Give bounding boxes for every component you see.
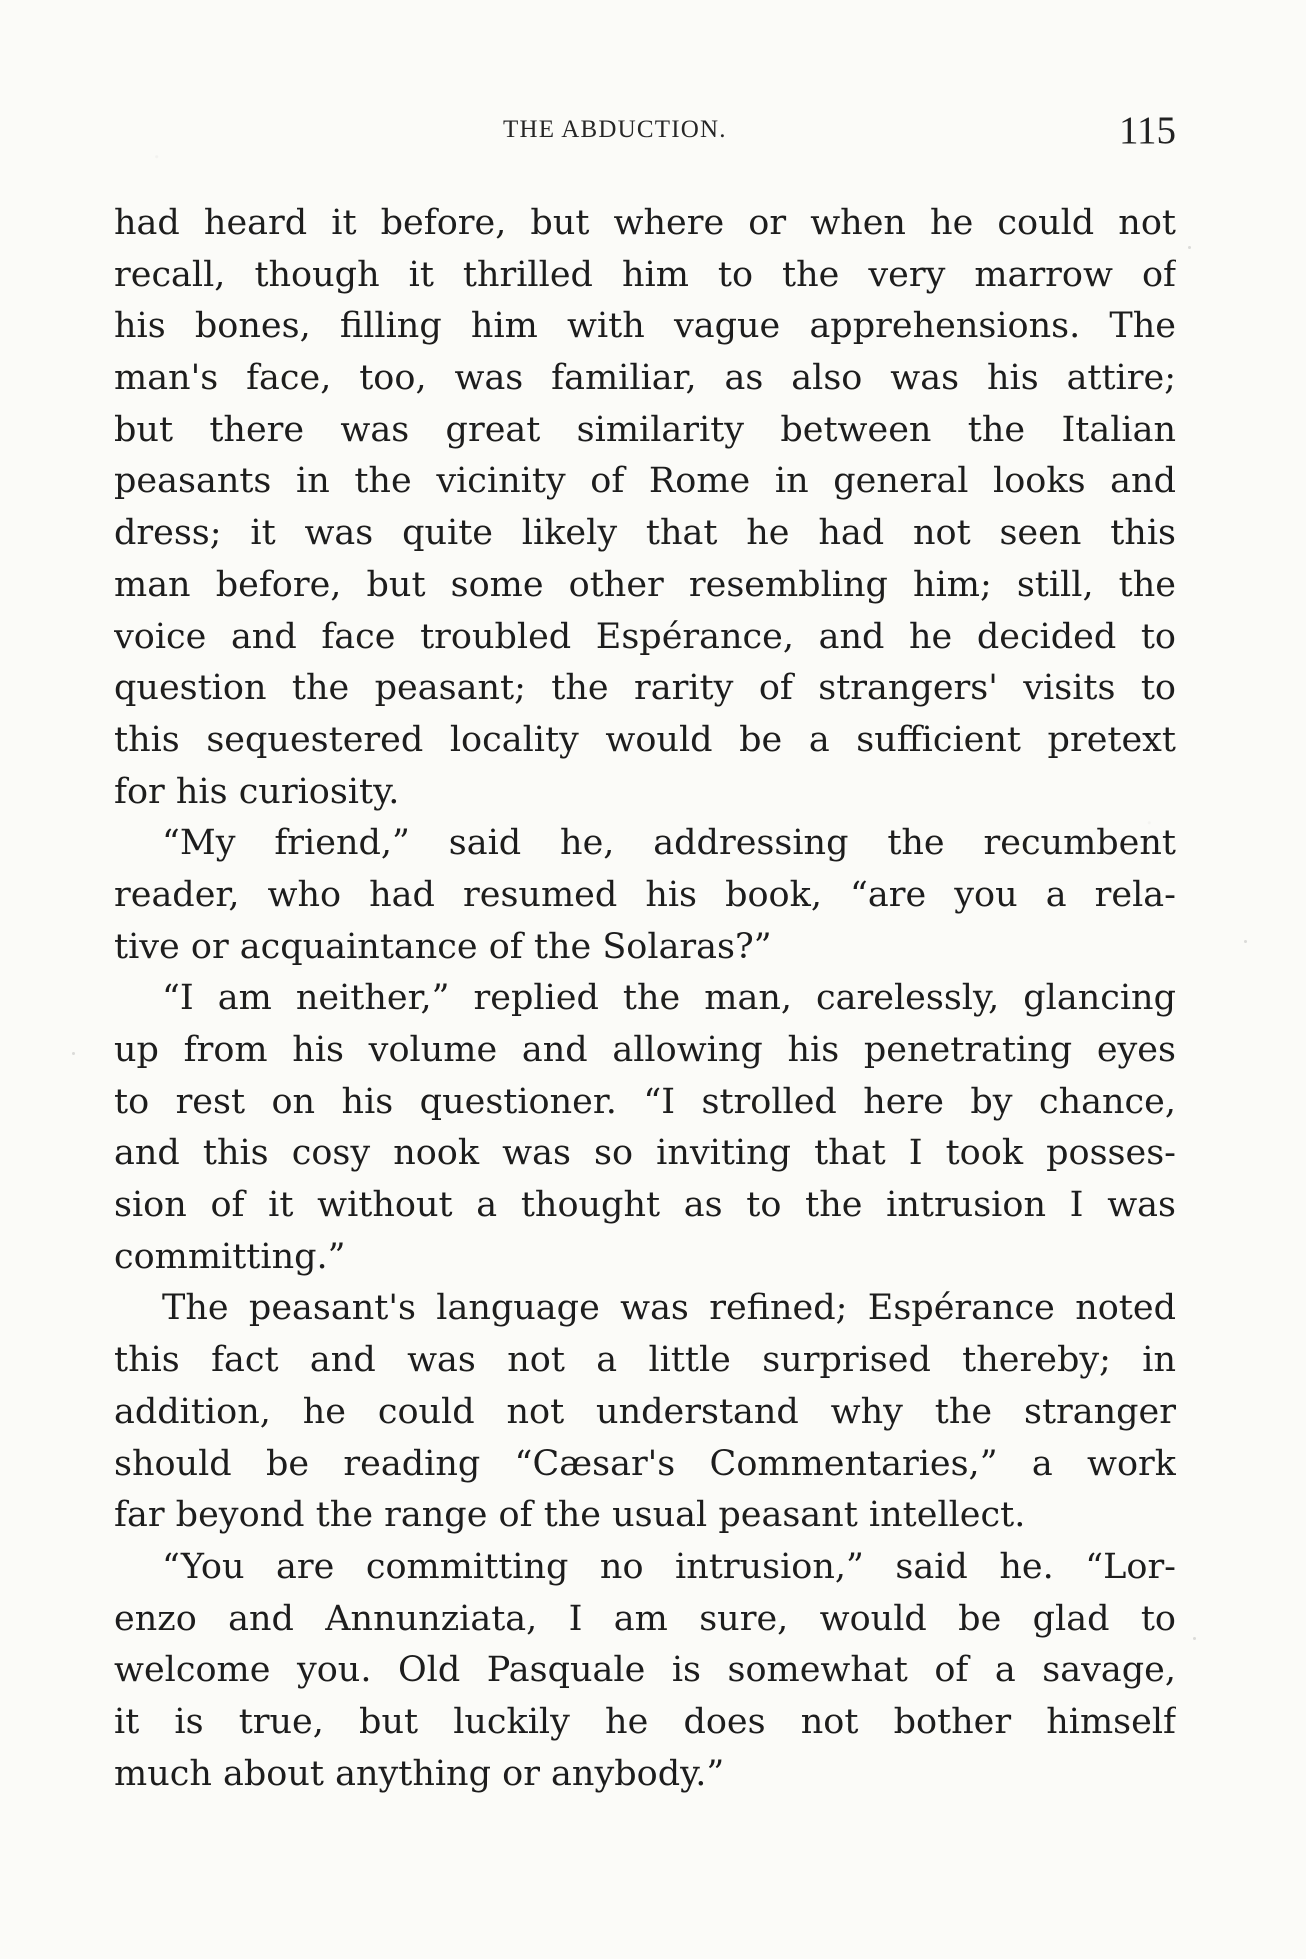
paper-speck [1188, 246, 1191, 249]
text-line: The peasant's language was refined; Espérance noted [162, 1288, 1176, 1329]
text-line: his bones, filling him with vague apprehensions. The [114, 306, 1176, 347]
text-line: welcome you. Old Pasquale is somewhat of a savage, [114, 1650, 1176, 1691]
text-line: enzo and Annunziata, I am sure, would be glad to [114, 1598, 1176, 1639]
text-line: tive or acquaintance of the Solaras?” [114, 926, 772, 967]
text-line: “You are committing no intrusion,” said he. “Lor- [162, 1546, 1176, 1587]
text-line: man's face, too, was familiar, as also was his attire; [114, 358, 1176, 399]
text-line: it is true, but luckily he does not bother himself [114, 1701, 1176, 1742]
text-line: up from his volume and allowing his penetrating eyes [114, 1030, 1176, 1070]
text-line: much about anything or anybody.” [114, 1753, 725, 1794]
text-line: peasants in the vicinity of Rome in general looks and [114, 461, 1176, 502]
page-header [126, 108, 1176, 164]
text-line: man before, but some other resembling him; still, the [114, 564, 1176, 605]
body-text [114, 198, 1176, 1800]
text-line: for his curiosity. [114, 771, 400, 812]
text-line: far beyond the range of the usual peasant intellect. [114, 1495, 1026, 1536]
running-title: THE ABDUCTION. [503, 116, 727, 143]
text-line: question the peasant; the rarity of strangers' visits to [114, 668, 1176, 709]
text-line: but there was great similarity between the Italian [114, 409, 1176, 450]
paper-speck [72, 1052, 75, 1055]
text-line: this fact and was not a little surprised thereby; in [114, 1340, 1176, 1381]
text-line: sion of it without a thought as to the intrusion I was [114, 1185, 1176, 1226]
text-line: “I am neither,” replied the man, carelessly, glancing [162, 978, 1176, 1019]
text-line: this sequestered locality would be a sufficient pretext [114, 719, 1176, 760]
text-line: had heard it before, but where or when he could not [114, 203, 1176, 243]
paper-speck [1244, 940, 1247, 943]
text-line: “My friend,” said he, addressing the recumbent [162, 823, 1176, 864]
text-line: reader, who had resumed his book, “are you a rela- [114, 874, 1176, 915]
text-line: to rest on his questioner. “I strolled here by chance, [114, 1081, 1176, 1122]
text-line: should be reading “Cæsar's Commentaries,” a work [114, 1443, 1176, 1484]
text-line: recall, though it thrilled him to the very marrow of [114, 254, 1176, 295]
text-line: and this cosy nook was so inviting that I took posses- [114, 1133, 1176, 1174]
text-line: dress; it was quite likely that he had not seen this [114, 513, 1176, 554]
text-line: committing.” [114, 1236, 346, 1277]
text-line: voice and face troubled Espérance, and he decided to [114, 616, 1176, 657]
paper-speck [1193, 1637, 1196, 1640]
text-line: addition, he could not understand why the stranger [114, 1391, 1176, 1432]
page-number: 115 [1118, 109, 1176, 152]
